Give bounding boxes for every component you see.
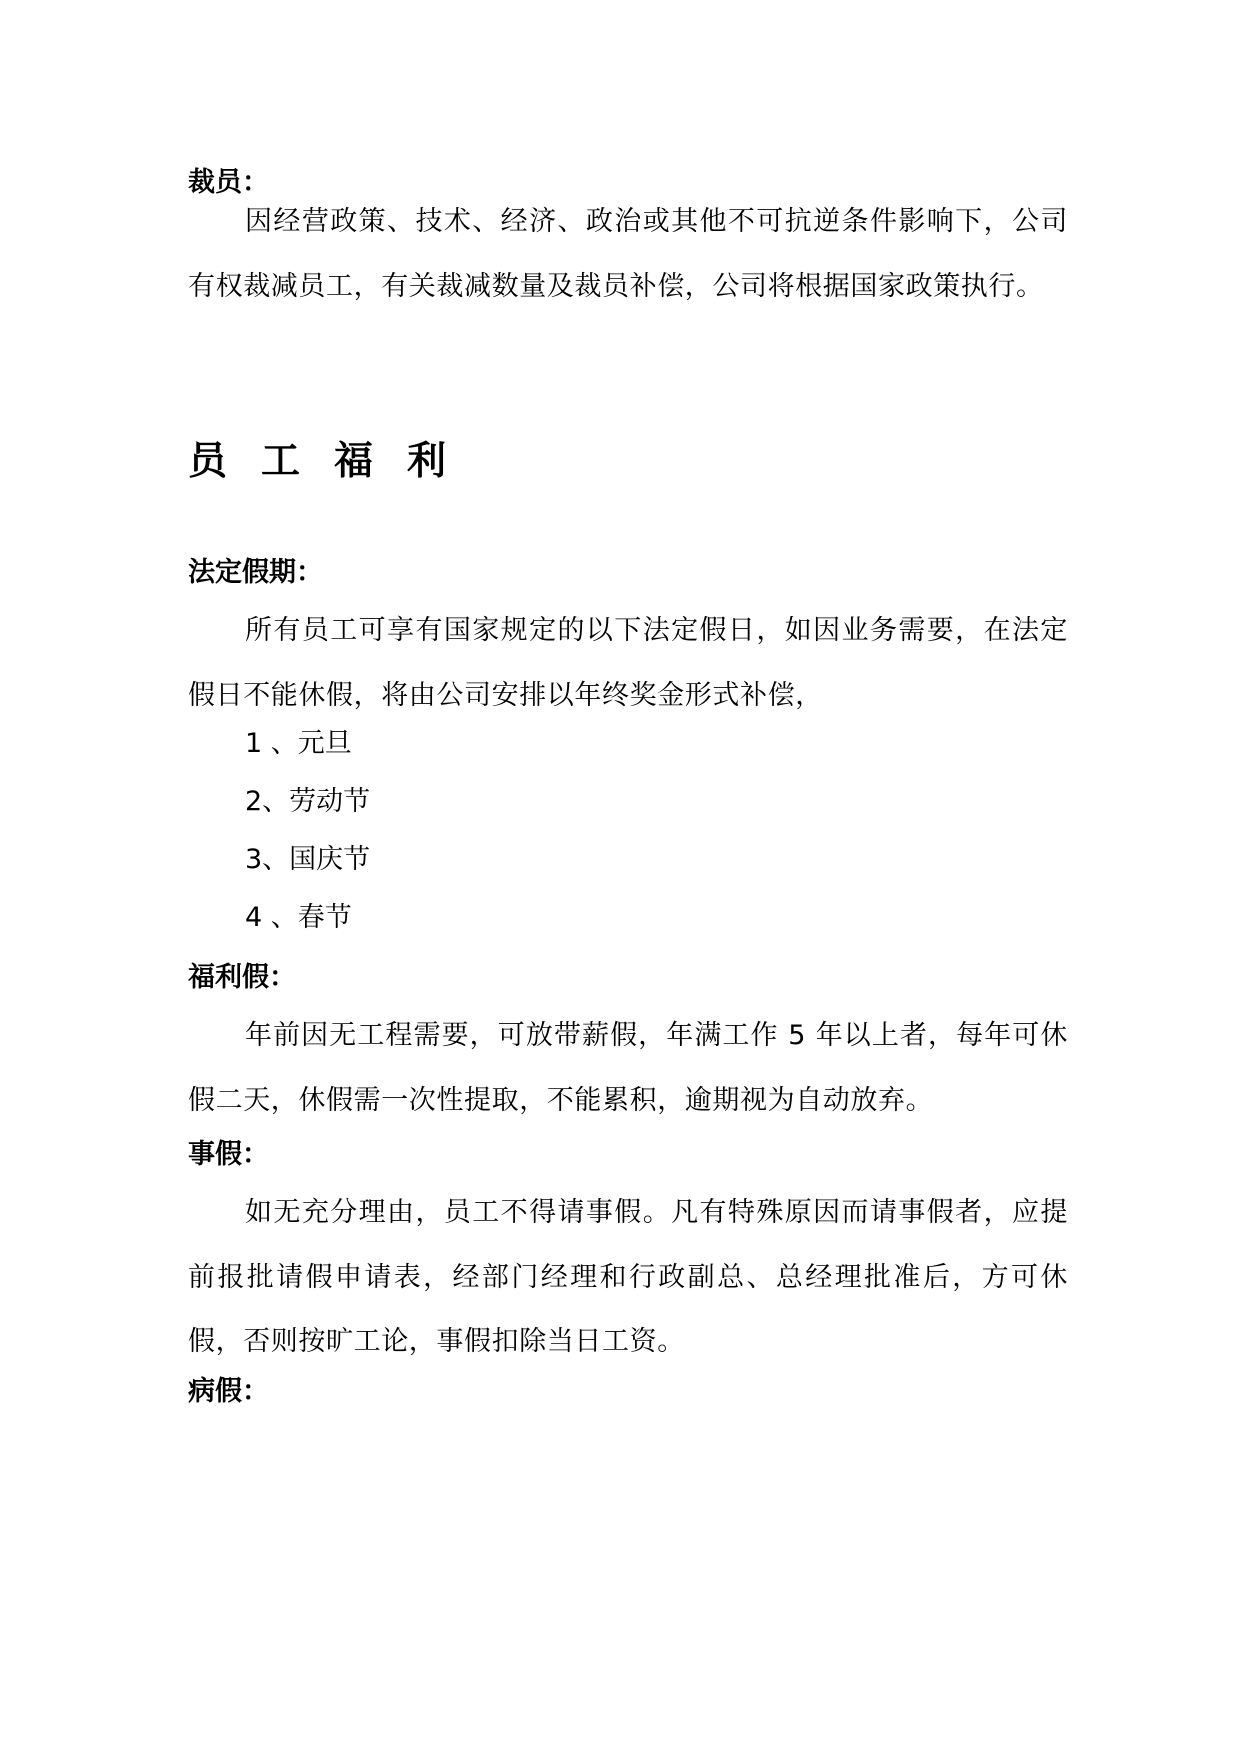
personal-leave-paragraph: 如无充分理由，员工不得请事假。凡有特殊原因而请事假者，应提前报批请假申请表，经部门经理和行政副总、总经理批准后，方可休假，否则按旷工论，事假扣除当日工资。	[188, 1197, 1068, 1357]
holiday-item: 1 、元旦	[245, 728, 352, 759]
welfare-leave-paragraph: 年前因无工程需要，可放带薪假，年满工作 5 年以上者，每年可休假二天，休假需一次性提取，不能累积，逾期视为自动放弃。	[188, 1020, 1068, 1116]
title-char: 福	[334, 439, 374, 484]
welfare-leave-heading: 福利假：	[188, 962, 296, 993]
holiday-item: 3、国庆节	[245, 844, 371, 875]
holiday-item: 4 、春节	[245, 902, 352, 933]
title-char: 工	[261, 439, 301, 484]
title-char: 利	[407, 439, 447, 484]
holidays-paragraph: 所有员工可享有国家规定的以下法定假日，如因业务需要，在法定假日不能休假，将由公司安排以年终奖金形式补偿，	[188, 615, 1068, 711]
holidays-heading: 法定假期：	[188, 557, 323, 588]
title-char: 员	[188, 439, 228, 484]
layoff-paragraph: 因经营政策、技术、经济、政治或其他不可抗逆条件影响下，公司有权裁减员工，有关裁减数量及裁员补偿，公司将根据国家政策执行。	[188, 206, 1068, 302]
sick-leave-heading: 病假：	[188, 1376, 269, 1407]
layoff-heading: 裁员：	[188, 167, 269, 198]
section-title	[188, 434, 480, 490]
holiday-item: 2、劳动节	[245, 786, 371, 817]
personal-leave-heading: 事假：	[188, 1139, 269, 1170]
